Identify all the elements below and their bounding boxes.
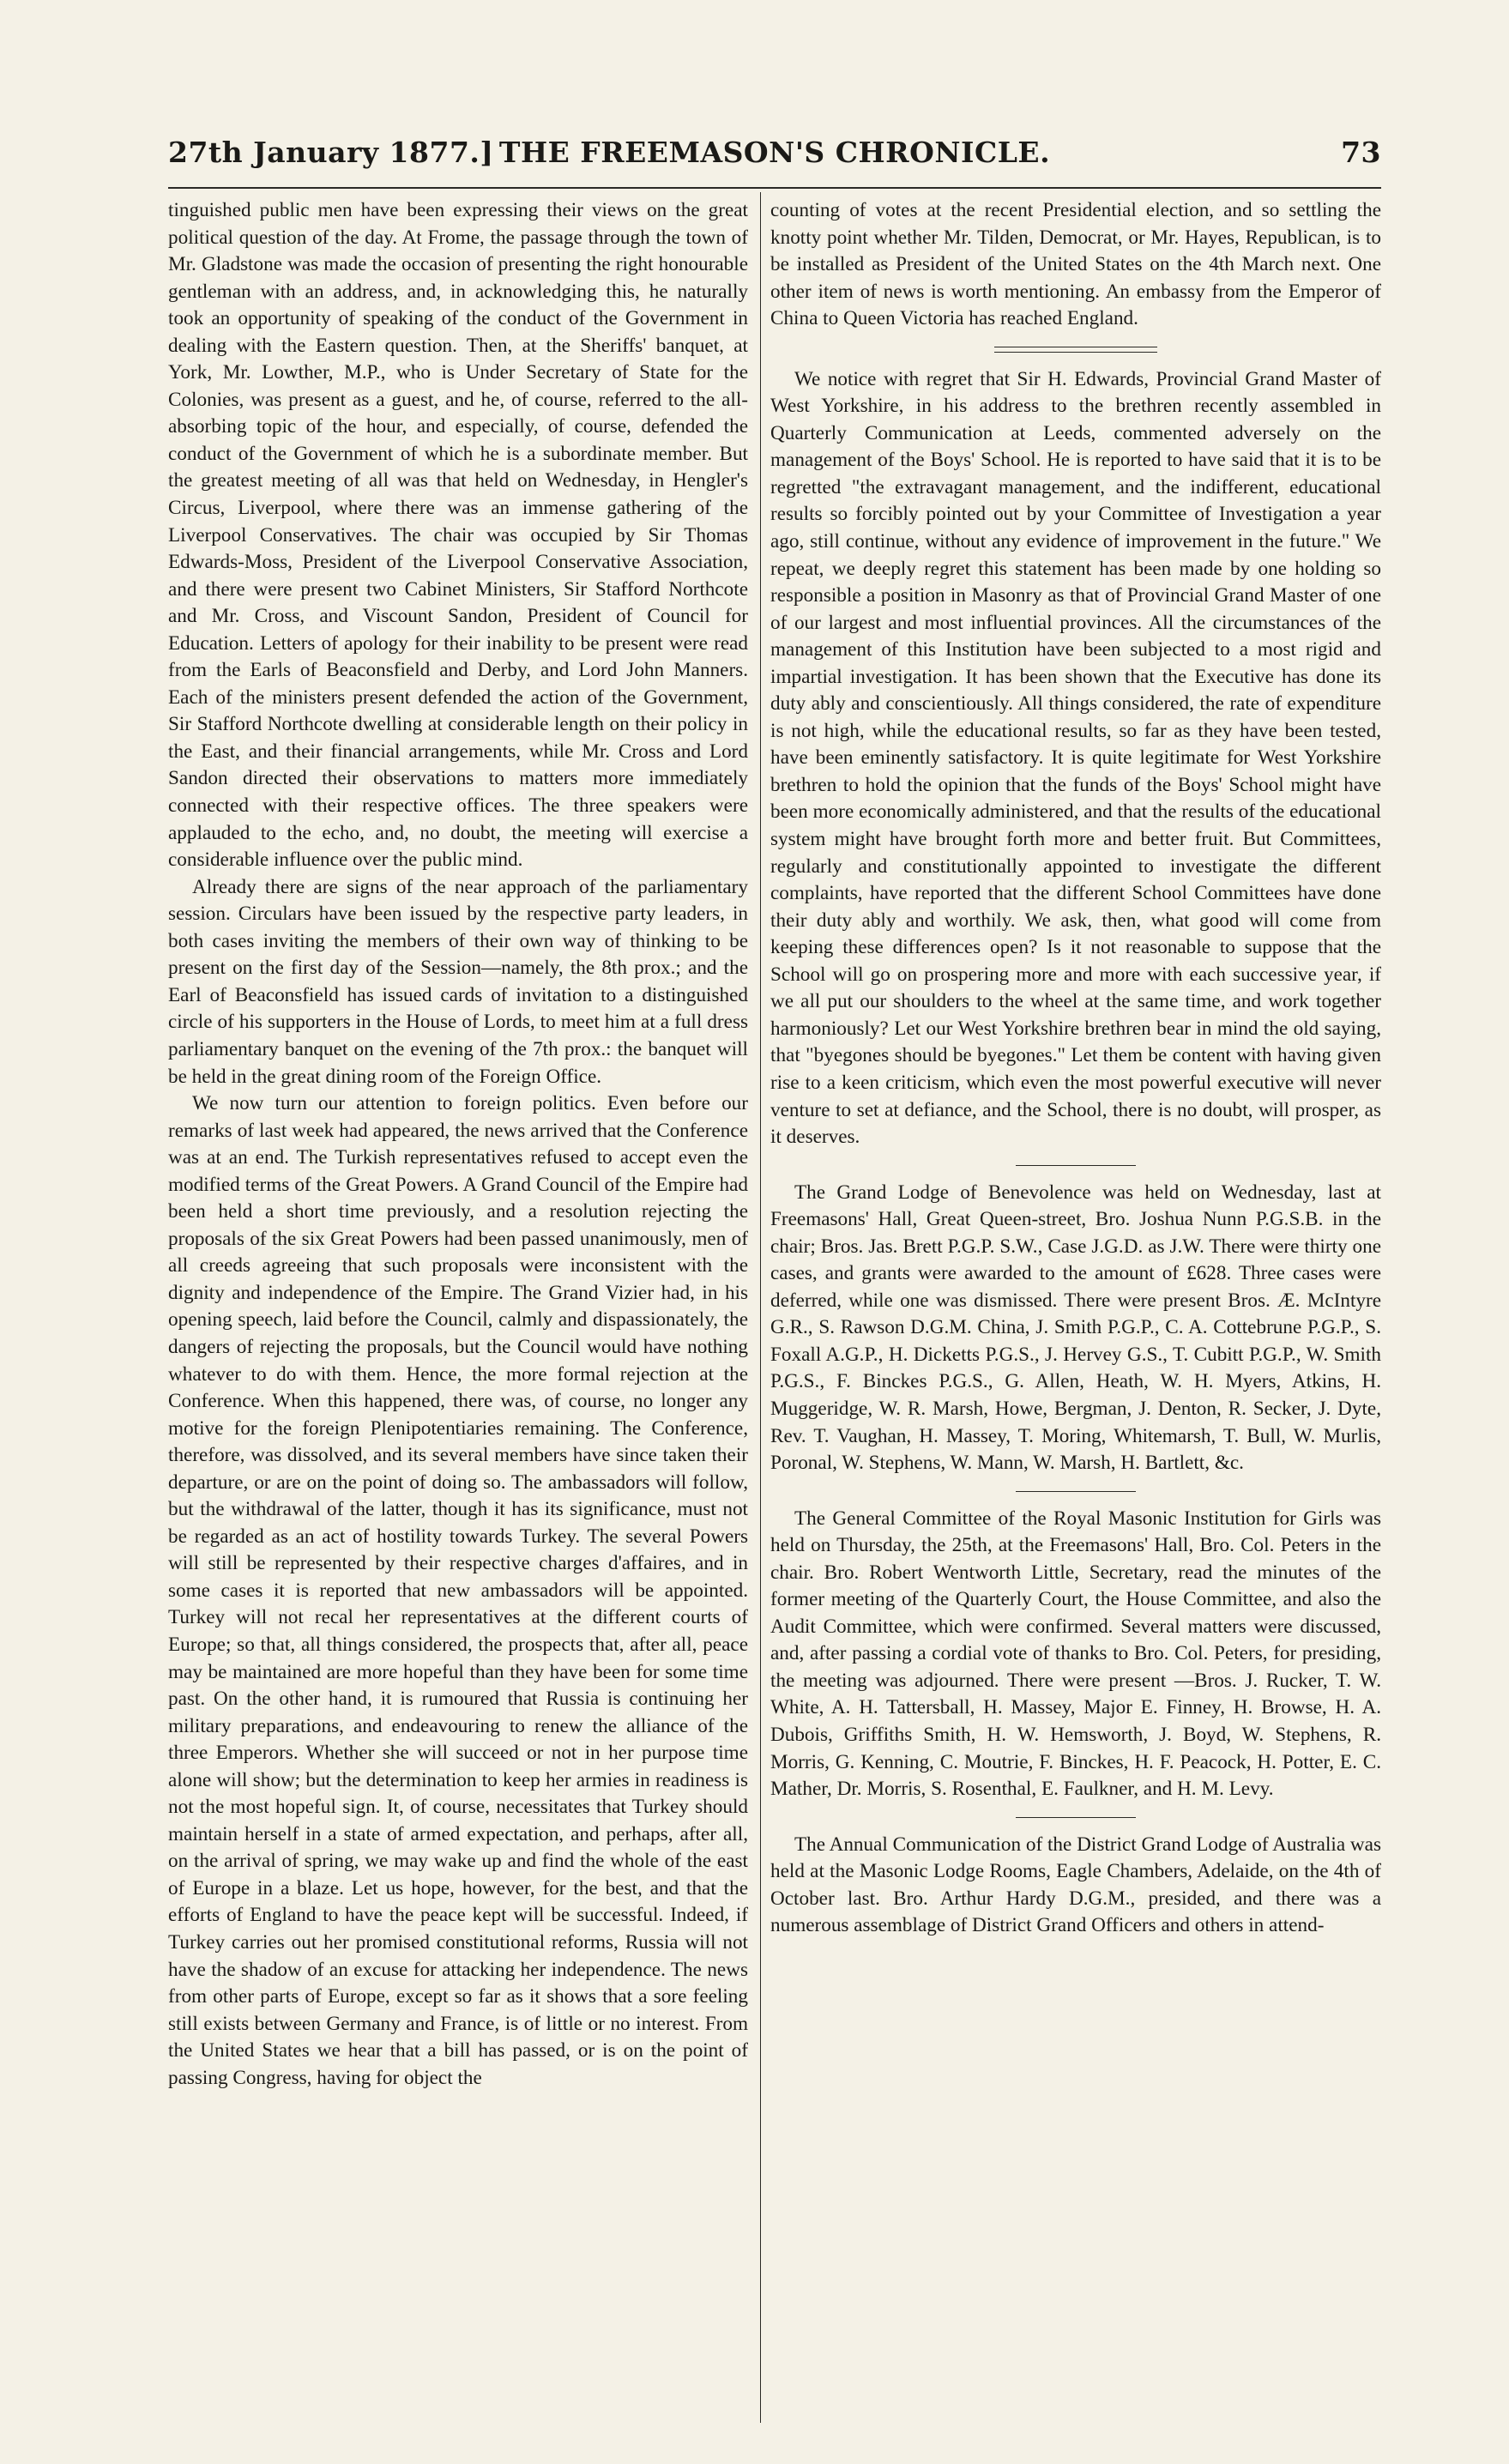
article-paragraph: The Grand Lodge of Benevolence was held on Wednesday, last at Freemasons' Hall, Great Queen-street, Bro. Joshua Nunn P.G.S.B. in the chair; Bros. Jas. Brett P.G.P. S.W., Case J.G.D. as J.W. There were thirty one cases, and grants were awarded to the amount of £628. Three cases were deferred, while one was dismissed. There were present Bros. Æ. McIntyre G.R., S. Rawson D.G.M. China, J. Smith P.G.P., C. A. Cottebrune P.G.P., S. Foxall A.G.P., H. Dicketts P.G.S., J. Hervey G.S., T. Cubitt P.G.P., W. Smith P.G.S., F. Binckes P.G.S., G. Allen, Heath, W. H. Myers, Atkins, H. Muggeridge, W. R. Marsh, Howe, Bergman, J. Denton, R. Secker, J. Dyte, Rev. T. Vaughan, H. Massey, T. Moring, Whitemarsh, T. Bull, W. Murlis, Poronal, W. Stephens, W. Mann, W. Marsh, H. Bartlett, &c. <box>770 1181 1381 1475</box>
column-divider <box>760 192 761 2423</box>
article-paragraph: counting of votes at the recent Presidential election, and so settling the knotty point whether Mr. Tilden, Democrat, or Mr. Hayes, Republican, is to be installed as President of the United States on the 4th March next. One other item of news is worth mentioning. An embassy from the Emperor of China to Queen Victoria has reached England. <box>770 199 1381 330</box>
section-separator <box>994 347 1157 353</box>
issue-date: 27th January 1877.] <box>168 136 494 169</box>
section-separator <box>1016 1817 1136 1818</box>
section-separator <box>1016 1491 1136 1492</box>
article-paragraph: tinguished public men have been expressing their views on the great political question of the day. At Frome, the passage through the town of Mr. Gladstone was made the occasion of presenting the right honourable gentleman with an address, and, in acknowledging this, he naturally took an opportunity of speaking of the conduct of the Government in dealing with the Eastern question. Then, at the Sheriffs' banquet, at York, Mr. Lowther, M.P., who is Under Secretary of State for the Colonies, was present as a guest, and he, of course, referred to the all-absorbing topic of the hour, and especially, of course, defended the conduct of the Government of which he is a subordinate member. But the greatest meeting of all was that held on Wednesday, in Hengler's Circus, Liverpool, where there was an immense gathering of the Liverpool Conservatives. The chair was occupied by Sir Thomas Edwards-Moss, President of the Liverpool Conservative Association, and there were present two Cabinet Ministers, Sir Stafford Northcote and Mr. Cross, and Viscount Sandon, President of Council for Education. Letters of apology for their inability to be present were read from the Earls of Beaconsfield and Derby, and Lord John Manners. Each of the ministers present defended the action of the Government, Sir Stafford Northcote dwelling at considerable length on their policy in the East, and their financial arrangements, while Mr. Cross and Lord Sandon directed their observations to matters more immediately connected with their respective offices. The three speakers were applauded to the echo, and, no doubt, the meeting will exercise a considerable influence over the public mind. <box>168 199 748 872</box>
article-paragraph: Already there are signs of the near approach of the parliamentary session. Circulars have been issued by the respective party leaders, in both cases inviting the members of their own way of thinking to be present on the first day of the Session—namely, the 8th prox.; and the Earl of Beaconsfield has issued cards of invitation to a distinguished circle of his supporters in the House of Lords, to meet him at a full dress parliamentary banquet on the evening of the 7th prox.: the banquet will be held in the great dining room of the Foreign Office. <box>168 875 748 1088</box>
left-column <box>168 197 748 2092</box>
article-paragraph: We now turn our attention to foreign politics. Even before our remarks of last week had appeared, the news arrived that the Conference was at an end. The Turkish representatives refused to accept even the modified terms of the Great Powers. A Grand Council of the Empire had been held a short time previously, and a resolution rejecting the proposals of the six Great Powers had been passed unanimously, men of all creeds agreeing that such proposals were inconsistent with the dignity and independence of the Empire. The Grand Vizier had, in his opening speech, laid before the Council, calmly and dispassionately, the dangers of rejecting the proposals, but the Council would have nothing whatever to do with them. Hence, the more formal rejection at the Conference. When this happened, there was, of course, no longer any motive for the foreign Plenipotentiaries remaining. The Conference, therefore, was dissolved, and its several members have since taken their departure, or are on the point of doing so. The ambassadors will follow, but the withdrawal of the latter, though it has its significance, must not be regarded as an act of hostility towards Turkey. The several Powers will still be represented by their respective charges d'affaires, and in some cases it is reported that new ambassadors will be appointed. Turkey will not recal her representatives at the different courts of Europe; so that, all things considered, the prospects that, after all, peace may be maintained are more hopeful than they have been for some time past. On the other hand, it is rumoured that Russia is continuing her military preparations, and endeavouring to renew the alliance of the three Emperors. Whether she will succeed or not in her purpose time alone will show; but the determination to keep her armies in readiness is not the most hopeful sign. It, of course, necessitates that Turkey should maintain herself in a state of armed expectation, and perhaps, after all, on the arrival of spring, we may wake up and find the whole of the east of Europe in a blaze. Let us hope, however, for the best, and that the efforts of England to have the peace kept will be successful. Indeed, if Turkey carries out her promised constitutional reforms, Russia will not have the shadow of an excuse for attacking her independence. The news from other parts of Europe, except so far as it shows that a sore feeling still exists between Germany and France, is of little or no interest. From the United States we hear that a bill has passed, or is on the point of passing Congress, having for object the <box>168 1092 748 2089</box>
page-number: 73 <box>1341 136 1381 169</box>
article-paragraph: We notice with regret that Sir H. Edwards, Provincial Grand Master of West Yorkshire, in his address to the brethren recently assembled in Quarterly Communication at Leeds, commented adversely on the management of the Boys' School. He is reported to have said that it is to be regretted "the extravagant management, and the indifferent, educational results so forcibly pointed out by your Committee of Investigation a year ago, still continue, without any evidence of improvement in the future." We repeat, we deeply regret this statement has been made by one holding so responsible a position in Masonry as that of Provincial Grand Master of one of our largest and most influential provinces. All the circumstances of the management of this Institution have been subjected to a most rigid and impartial investigation. It has been shown that the Executive has done its duty ably and conscientiously. All things considered, the rate of expenditure is not high, while the educational results, so far as they have been tested, have been eminently satisfactory. It is quite legitimate for West Yorkshire brethren to hold the opinion that the funds of the Boys' School might have been more economically administered, and that the results of the educational system might have brought forth more and better fruit. But Committees, regularly and constitutionally appointed to investigate the different complaints, have reported that the different School Committees have done their duty ably and worthily. We ask, then, what good will come from keeping these differences open? Is it not reasonable to suppose that the School will go on prospering more and more with each successive year, if we all put our shoulders to the wheel at the same time, and work together harmoniously? Let our West Yorkshire brethren bear in mind the old saying, that "byegones should be byegones." Let them be content with having given rise to a keen criticism, which even the most powerful executive will never venture to set at defiance, and the School, there is no doubt, will prosper, as it deserves. <box>770 367 1381 1149</box>
running-header <box>168 136 1381 184</box>
article-paragraph: The General Committee of the Royal Masonic Institution for Girls was held on Thursday, the 25th, at the Freemasons' Hall, Bro. Col. Peters in the chair. Bro. Robert Wentworth Little, Secretary, read the minutes of the former meeting of the Quarterly Court, the House Committee, and also the Audit Committee, which were confirmed. Several matters were discussed, and, after passing a cordial vote of thanks to Bro. Col. Peters, for presiding, the meeting was adjourned. There were present —Bros. J. Rucker, T. W. White, A. H. Tattersball, H. Massey, Major E. Finney, H. Browse, H. A. Dubois, Griffiths Smith, H. W. Hemsworth, J. Boyd, W. Stephens, R. Morris, G. Kenning, C. Moutrie, F. Binckes, H. F. Peacock, H. Potter, E. C. Mather, Dr. Morris, S. Rosenthal, E. Faulkner, and H. M. Levy. <box>770 1507 1381 1801</box>
section-separator <box>1016 1165 1136 1166</box>
header-rule <box>168 187 1381 189</box>
right-column <box>770 197 1381 1940</box>
publication-title: THE FREEMASON'S CHRONICLE. <box>498 136 1051 169</box>
article-paragraph: The Annual Communication of the District Grand Lodge of Australia was held at the Masonic Lodge Rooms, Eagle Chambers, Adelaide, on the 4th of October last. Bro. Arthur Hardy D.G.M., presided, and there was a numerous assemblage of District Grand Officers and others in attend- <box>770 1833 1381 1937</box>
